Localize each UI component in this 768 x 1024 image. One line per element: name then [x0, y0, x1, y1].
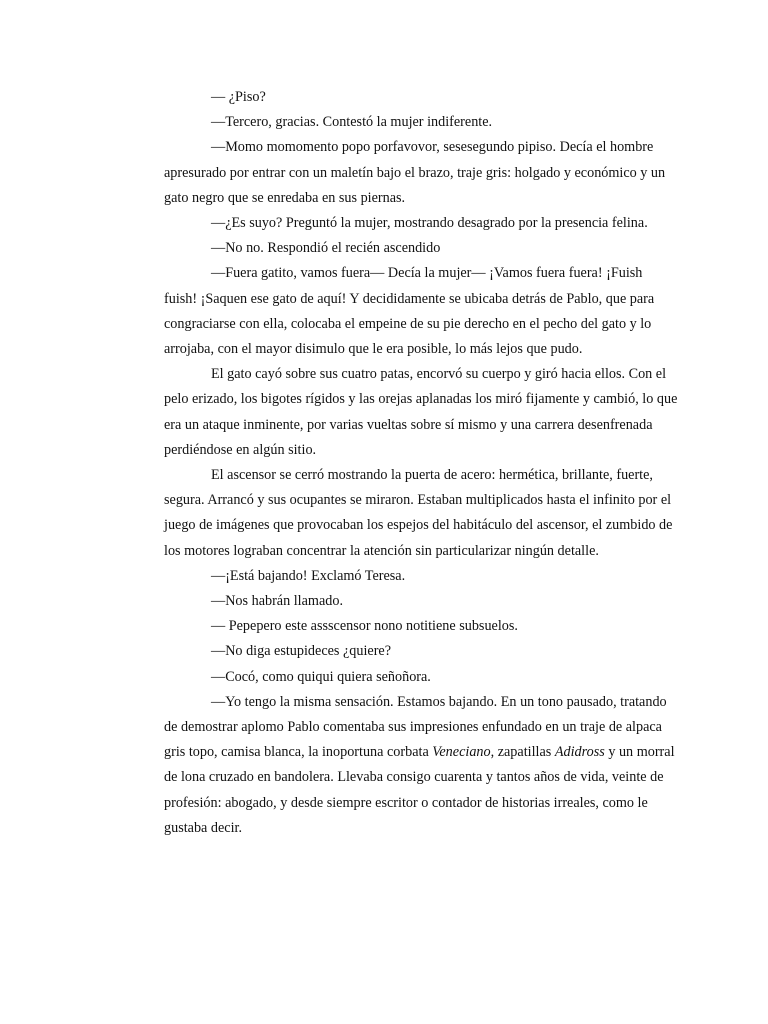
body-text [164, 85, 678, 841]
paragraph [164, 110, 678, 135]
text-segment: y un morral de lona cruzado en bandolera. Llevaba consigo cuarenta y tantos años de vida, veinte de profesión: abogado, y desde siempre escritor o contador de historias irreales, como le gustaba decir. [164, 744, 675, 836]
text-segment: —Yo tengo la misma sensación. Estamos bajando. En un tono pausado, tratando de demostrar aplomo Pablo comentaba sus impresiones enfundado en un traje de alpaca gris topo, camisa blanca, la inoportuna corbata [164, 693, 667, 761]
paragraph [164, 665, 678, 690]
text-segment: —No diga estupideces ¿quiere? [211, 643, 392, 660]
text-segment: El gato cayó sobre sus cuatro patas, encorvó su cuerpo y giró hacia ellos. Con el pelo erizado, los bigotes rígidos y las orejas aplanadas los miró fijamente y cambió, lo que era un ataque inminente, por varias vueltas sobre sí mismo y una carrera desenfrenada perdiéndose en algún sitio. [164, 366, 678, 458]
paragraph [164, 589, 678, 614]
paragraph [164, 564, 678, 589]
paragraph [164, 690, 678, 841]
text-segment: —¿Es suyo? Preguntó la mujer, mostrando desagrado por la presencia felina. [211, 215, 648, 232]
text-segment: — Pepepero este assscensor nono notitiene subsuelos. [211, 618, 518, 635]
paragraph [164, 362, 678, 463]
text-segment: El ascensor se cerró mostrando la puerta de acero: hermética, brillante, fuerte, segura. Arrancó y sus ocupantes se miraron. Estaban multiplicados hasta el infinito por el juego de imágenes que provocaban los espejos del habitáculo del ascensor, el zumbido de los motores lograban concentrar la atención sin particularizar ningún detalle. [164, 467, 673, 559]
text-segment: —Momo momomento popo porfavovor, sesesegundo pipiso. Decía el hombre apresurado por entrar con un maletín bajo el brazo, traje gris: holgado y económico y un gato negro que se enredaba en sus piernas. [164, 139, 666, 206]
text-segment: —Nos habrán llamado. [211, 593, 343, 610]
text-segment: —Cocó, como quiqui quiera señoñora. [211, 668, 431, 685]
text-segment: , zapatillas [490, 744, 555, 761]
text-segment: —Fuera gatito, vamos fuera— Decía la mujer— ¡Vamos fuera fuera! ¡Fuish fuish! ¡Saquen ese gato de aquí! Y decididamente se ubicaba detrás de Pablo, que para congraciarse con ella, colocaba el empeine de su pie derecho en el pecho del gato y lo arrojaba, con el mayor disimulo que le era posible, lo más lejos que pudo. [164, 265, 655, 358]
paragraph [164, 639, 678, 664]
paragraph [164, 211, 678, 236]
text-segment: —¡Está bajando! Exclamó Teresa. [211, 567, 406, 584]
text-segment: —Tercero, gracias. Contestó la mujer indiferente. [211, 114, 493, 131]
paragraph [164, 261, 678, 362]
paragraph [164, 85, 678, 110]
italic-text: Veneciano [432, 744, 491, 761]
text-segment: —No no. Respondió el recién ascendido [211, 240, 441, 257]
paragraph [164, 463, 678, 564]
paragraph [164, 236, 678, 261]
italic-text: Adidross [554, 744, 605, 761]
text-segment: — ¿Piso? [211, 89, 266, 105]
paragraph [164, 614, 678, 639]
paragraph [164, 135, 678, 211]
